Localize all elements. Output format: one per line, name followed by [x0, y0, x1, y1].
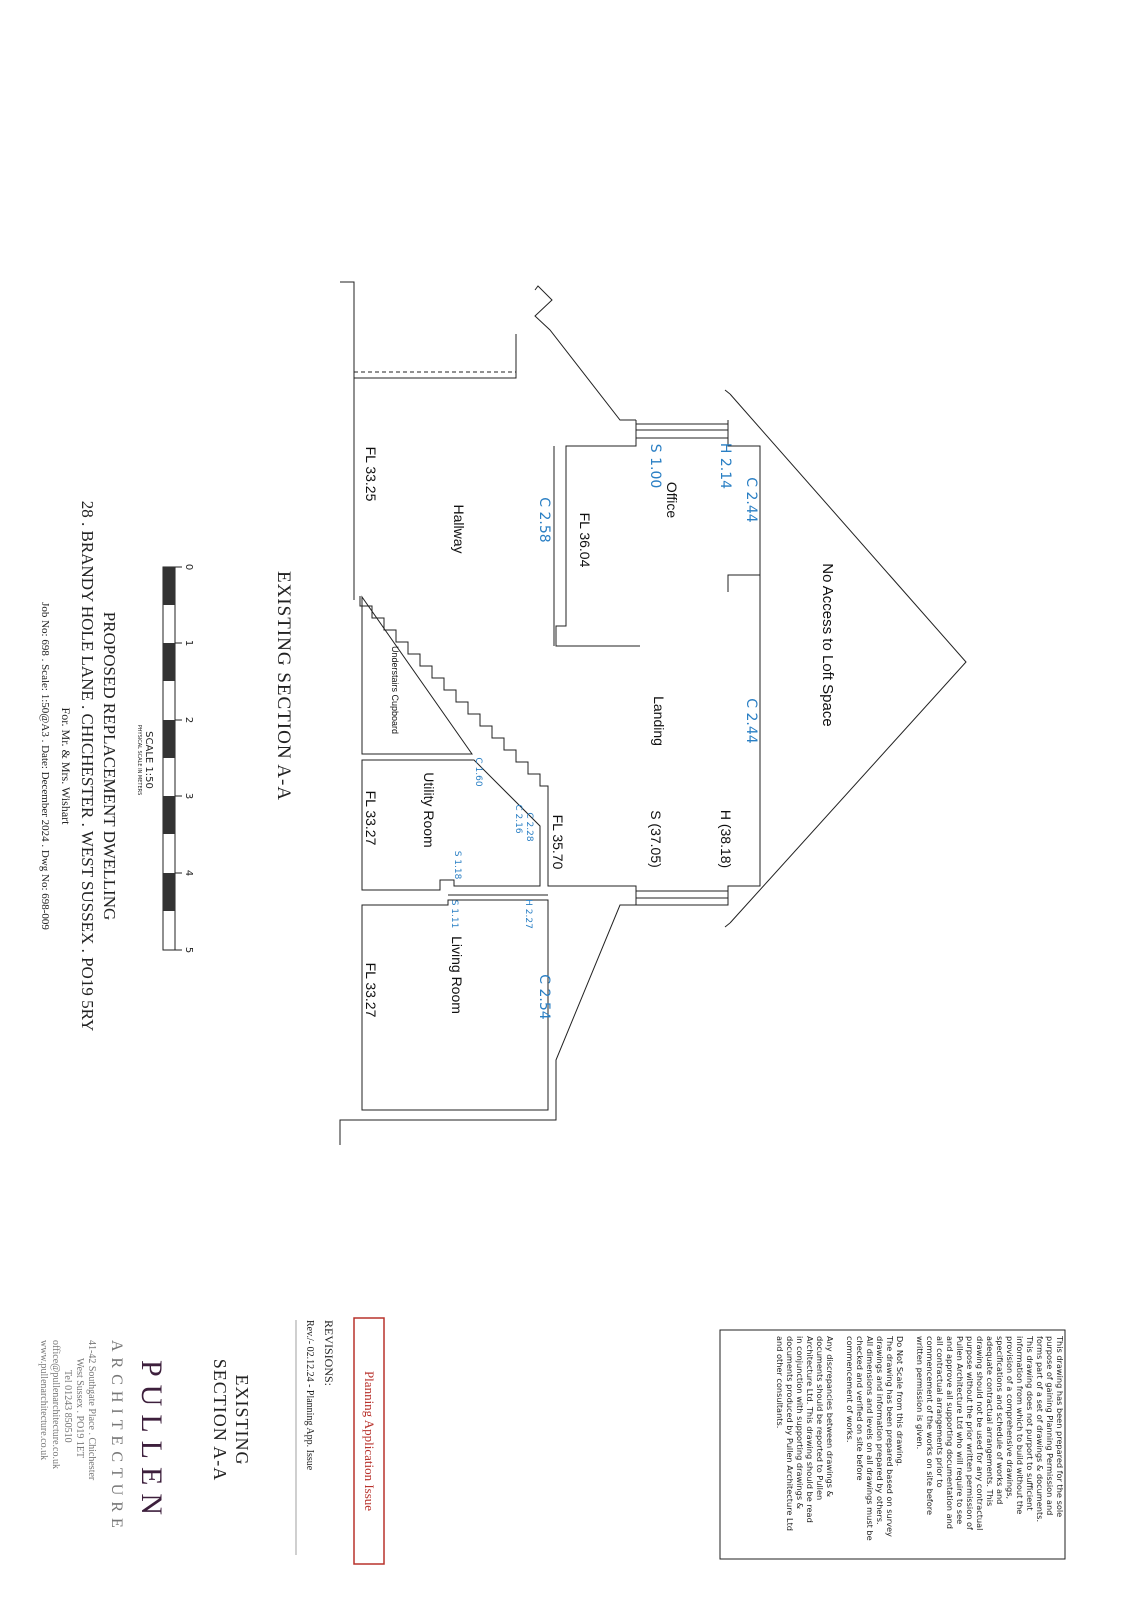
utility-ceiling-a-level: C 2.28	[524, 812, 534, 842]
note-line: All dimensions and levels on all drawings must be	[865, 1336, 875, 1541]
sheet-title-line-2: SECTION A-A	[210, 1358, 230, 1482]
scale-tick-5: 5	[183, 946, 194, 954]
note-line: forms part of a set of drawings & documents.	[1035, 1336, 1045, 1523]
front-parapet	[535, 286, 636, 420]
left-eaves	[340, 282, 516, 378]
scale-bar-ticks	[175, 567, 182, 950]
sheet-title-line-1: EXISTING	[232, 1374, 252, 1466]
living-sill-level: S 1.11	[449, 899, 459, 929]
scale-bar-segment	[163, 720, 175, 758]
note-line: The drawing has been prepared based on survey	[885, 1336, 895, 1537]
landing-window	[636, 891, 728, 898]
landing-label: Landing	[651, 696, 667, 746]
note-line: written permission is given.	[915, 1336, 925, 1450]
understairs-label: Understairs Cupboard	[390, 645, 400, 735]
note-line: adequate contractual arrangements. This	[985, 1336, 995, 1507]
project-line-4: Job No: 698 . Scale: 1:50@A3 . Date: December 2024 . Dwg No: 698-009	[39, 602, 51, 930]
note-line: purpose without the prior written permission of	[965, 1336, 975, 1530]
scale-bar-segment	[163, 873, 175, 911]
roof-outline	[730, 394, 966, 923]
title-block	[38, 1318, 1065, 1564]
living-ceiling-level: C 2.54	[536, 974, 552, 1020]
living-head-level: H 2.27	[523, 899, 533, 929]
note-line: commencement of works.	[845, 1336, 855, 1443]
living-label: Living Room	[449, 936, 465, 1014]
hallway-floor-level: FL 33.25	[363, 446, 379, 502]
note-line: Any discrepancies between drawings &	[825, 1336, 835, 1497]
note-line: This drawing does not purport to sufficient	[1025, 1336, 1035, 1511]
note-line: specifications and schedule of works and	[995, 1336, 1005, 1505]
loft-space-label: No Access to Loft Space	[819, 563, 836, 727]
understairs-ceiling-level: C 1.60	[473, 757, 483, 787]
living-floor-level: FL 33.27	[363, 962, 379, 1018]
address-line: 41-42 Southgate Place . Chichester	[86, 1340, 97, 1481]
office-ceiling-level: C 2.44	[743, 477, 759, 523]
office-head-level: H 2.14	[717, 442, 733, 490]
scale-label: SCALE 1:50	[143, 731, 154, 789]
room-labels	[390, 482, 836, 1014]
scale-tick-4: 4	[183, 869, 194, 877]
note-line: Architecture Ltd. This drawing should be read	[805, 1336, 815, 1523]
scale-tick-2: 2	[183, 716, 194, 724]
utility-sill-level: S 1.18	[452, 850, 462, 880]
scale-bar-segment	[163, 567, 175, 605]
note-line: all contractual arrangements prior to	[935, 1336, 945, 1488]
level-tags	[363, 443, 759, 1020]
staircase	[360, 596, 548, 812]
note-line: purpose of gaining Planning Permission and	[1045, 1336, 1055, 1516]
project-line-2: 28 . BRANDY HOLE LANE . CHICHESTER . WEST SUSSEX . PO19 5RY	[78, 500, 97, 1032]
note-line: information from which to build without the	[1015, 1336, 1025, 1515]
hallway-ceiling-level: C 2.58	[536, 497, 552, 543]
scale-tick-0: 0	[183, 563, 194, 571]
note-line: documents produced by Pullen Architecture Ltd	[785, 1336, 795, 1531]
section-title: EXISTING SECTION A-A	[273, 570, 294, 802]
utility-floor-level: FL 33.27	[363, 790, 379, 846]
address-line: Tel 01243 850510	[62, 1370, 73, 1443]
utility-label: Utility Room	[421, 772, 437, 848]
note-line: drawings and information prepared by others.	[875, 1336, 885, 1525]
scale-bar-segment	[163, 643, 175, 681]
note-line: Do Not Scale from this drawing.	[895, 1336, 905, 1467]
understairs-cupboard	[362, 597, 472, 754]
note-line: drawing should not be used for any contractual	[975, 1336, 985, 1531]
note-line: commencement of the works on site before	[925, 1336, 935, 1515]
landing-ceiling-level: C 2.44	[743, 698, 759, 744]
landing-floor-level: FL 35.70	[550, 814, 566, 870]
scale-sublabel: PHYSICAL SCALE IN METERS	[136, 724, 142, 796]
revisions-heading: REVISIONS:	[322, 1320, 336, 1387]
office-sill-level: S 1.00	[647, 443, 663, 489]
note-line: and other consultants.	[775, 1336, 785, 1429]
address-line: www.pullenarchitecture.co.uk	[38, 1340, 49, 1461]
notes-block	[775, 1335, 1065, 1541]
project-info	[39, 501, 119, 1032]
brand-subtitle: ARCHITECTURE	[108, 1340, 125, 1534]
rear-eaves	[340, 905, 636, 1145]
landing-head-level: H (38.18)	[718, 809, 734, 869]
note-line: provision of a comprehensive drawings,	[1005, 1336, 1015, 1500]
utility-ceiling-b-level: C 2.16	[513, 804, 523, 834]
project-line-3: For. Mr. & Mrs. Wishart	[59, 707, 73, 825]
planning-stamp: Planning Application Issue	[362, 1370, 377, 1512]
office-floor-level: FL 36.04	[577, 512, 593, 568]
note-line: in conjunction with supporting drawings &	[795, 1336, 805, 1510]
brand-name: PULLEN	[135, 1360, 168, 1523]
address-line: office@pullenarchitecture.co.uk	[50, 1340, 61, 1469]
revision-entry: Rev./- 02.12.24 - Planning App. Issue	[304, 1320, 315, 1471]
office-window-top	[636, 424, 728, 430]
office-label: Office	[664, 481, 680, 519]
scale-tick-1: 1	[183, 639, 194, 647]
landing-sill-level: S (37.05)	[648, 810, 664, 868]
note-line: and approve all supporting documentation and	[945, 1336, 955, 1529]
scale-tick-3: 3	[183, 792, 194, 800]
note-line: checked and verified on site before	[855, 1336, 865, 1481]
address-line: West Sussex . PO19 1ET	[74, 1358, 85, 1459]
note-line: Pullen Architecture Ltd who will require to see	[955, 1336, 965, 1525]
note-line: This drawing has been prepared for the sole	[1055, 1336, 1065, 1518]
project-line-1: PROPOSED REPLACEMENT DWELLING	[100, 611, 119, 921]
hallway-label: Hallway	[451, 504, 467, 554]
scale-bar	[136, 564, 194, 953]
note-line: documents should be reported to Pullen	[815, 1336, 825, 1501]
scale-bar-segment	[163, 796, 175, 834]
